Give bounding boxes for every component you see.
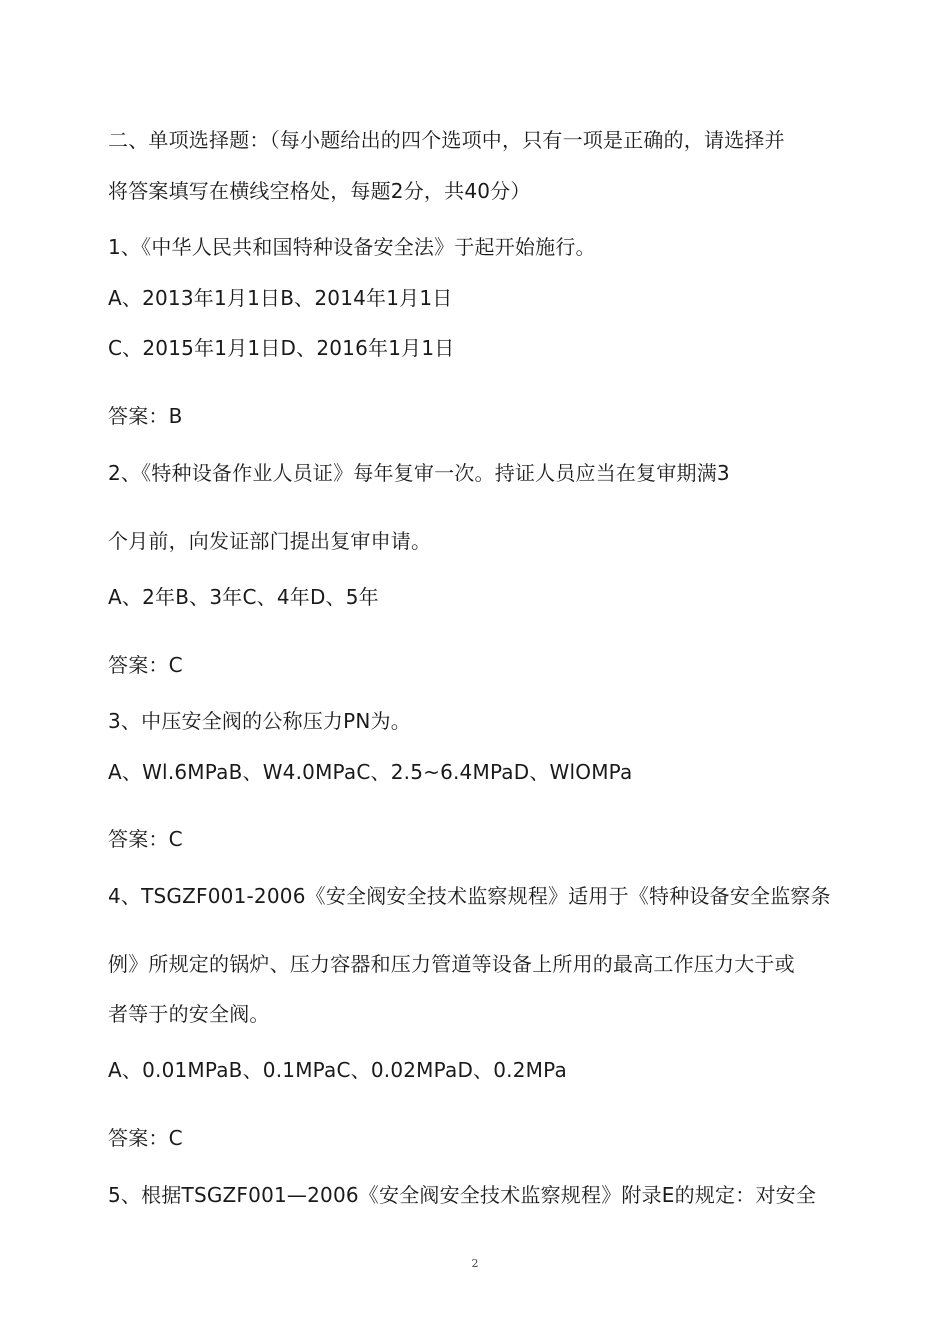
question-4-stem-line-3: 者等于的安全阀。: [108, 1002, 270, 1026]
question-2-stem-line-1: 2、《特种设备作业人员证》每年复审一次。持证人员应当在复审期满3: [108, 461, 730, 485]
question-4-stem-line-2: 例》所规定的锅炉、压力容器和压力管道等设备上所用的最高工作压力大于或: [108, 952, 795, 976]
question-3-options: A、Wl.6MPaB、W4.0MPaC、2.5~6.4MPaD、WlOMPa: [108, 760, 633, 784]
question-2-answer: 答案：C: [108, 653, 183, 677]
page-number: 2: [471, 1257, 479, 1270]
question-1-options-line-2: C、2015年1月1日D、2016年1月1日: [108, 336, 455, 360]
question-4-options: A、0.01MPaB、0.1MPaC、0.02MPaD、0.2MPa: [108, 1058, 567, 1082]
section-heading-line-1: 二、单项选择题：（每小题给出的四个选项中，只有一项是正确的，请选择并: [108, 128, 785, 152]
question-3-answer: 答案：C: [108, 827, 183, 851]
question-1-options-line-1: A、2013年1月1日B、2014年1月1日: [108, 286, 453, 310]
section-heading-line-2: 将答案填写在横线空格处，每题2分，共40分）: [108, 179, 531, 203]
question-5-stem-line-1: 5、根据TSGZF001—2006《安全阀安全技术监察规程》附录E的规定：对安全: [108, 1183, 817, 1207]
question-2-options: A、2年B、3年C、4年D、5年: [108, 585, 379, 609]
question-1-answer: 答案：B: [108, 404, 183, 428]
question-1-stem: 1、《中华人民共和国特种设备安全法》于起开始施行。: [108, 235, 596, 259]
question-4-answer: 答案：C: [108, 1126, 183, 1150]
question-3-stem: 3、中压安全阀的公称压力PN为。: [108, 709, 411, 733]
question-4-stem-line-1: 4、TSGZF001-2006《安全阀安全技术监察规程》适用于《特种设备安全监察条: [108, 884, 831, 908]
question-2-stem-line-2: 个月前，向发证部门提出复审申请。: [108, 529, 432, 553]
